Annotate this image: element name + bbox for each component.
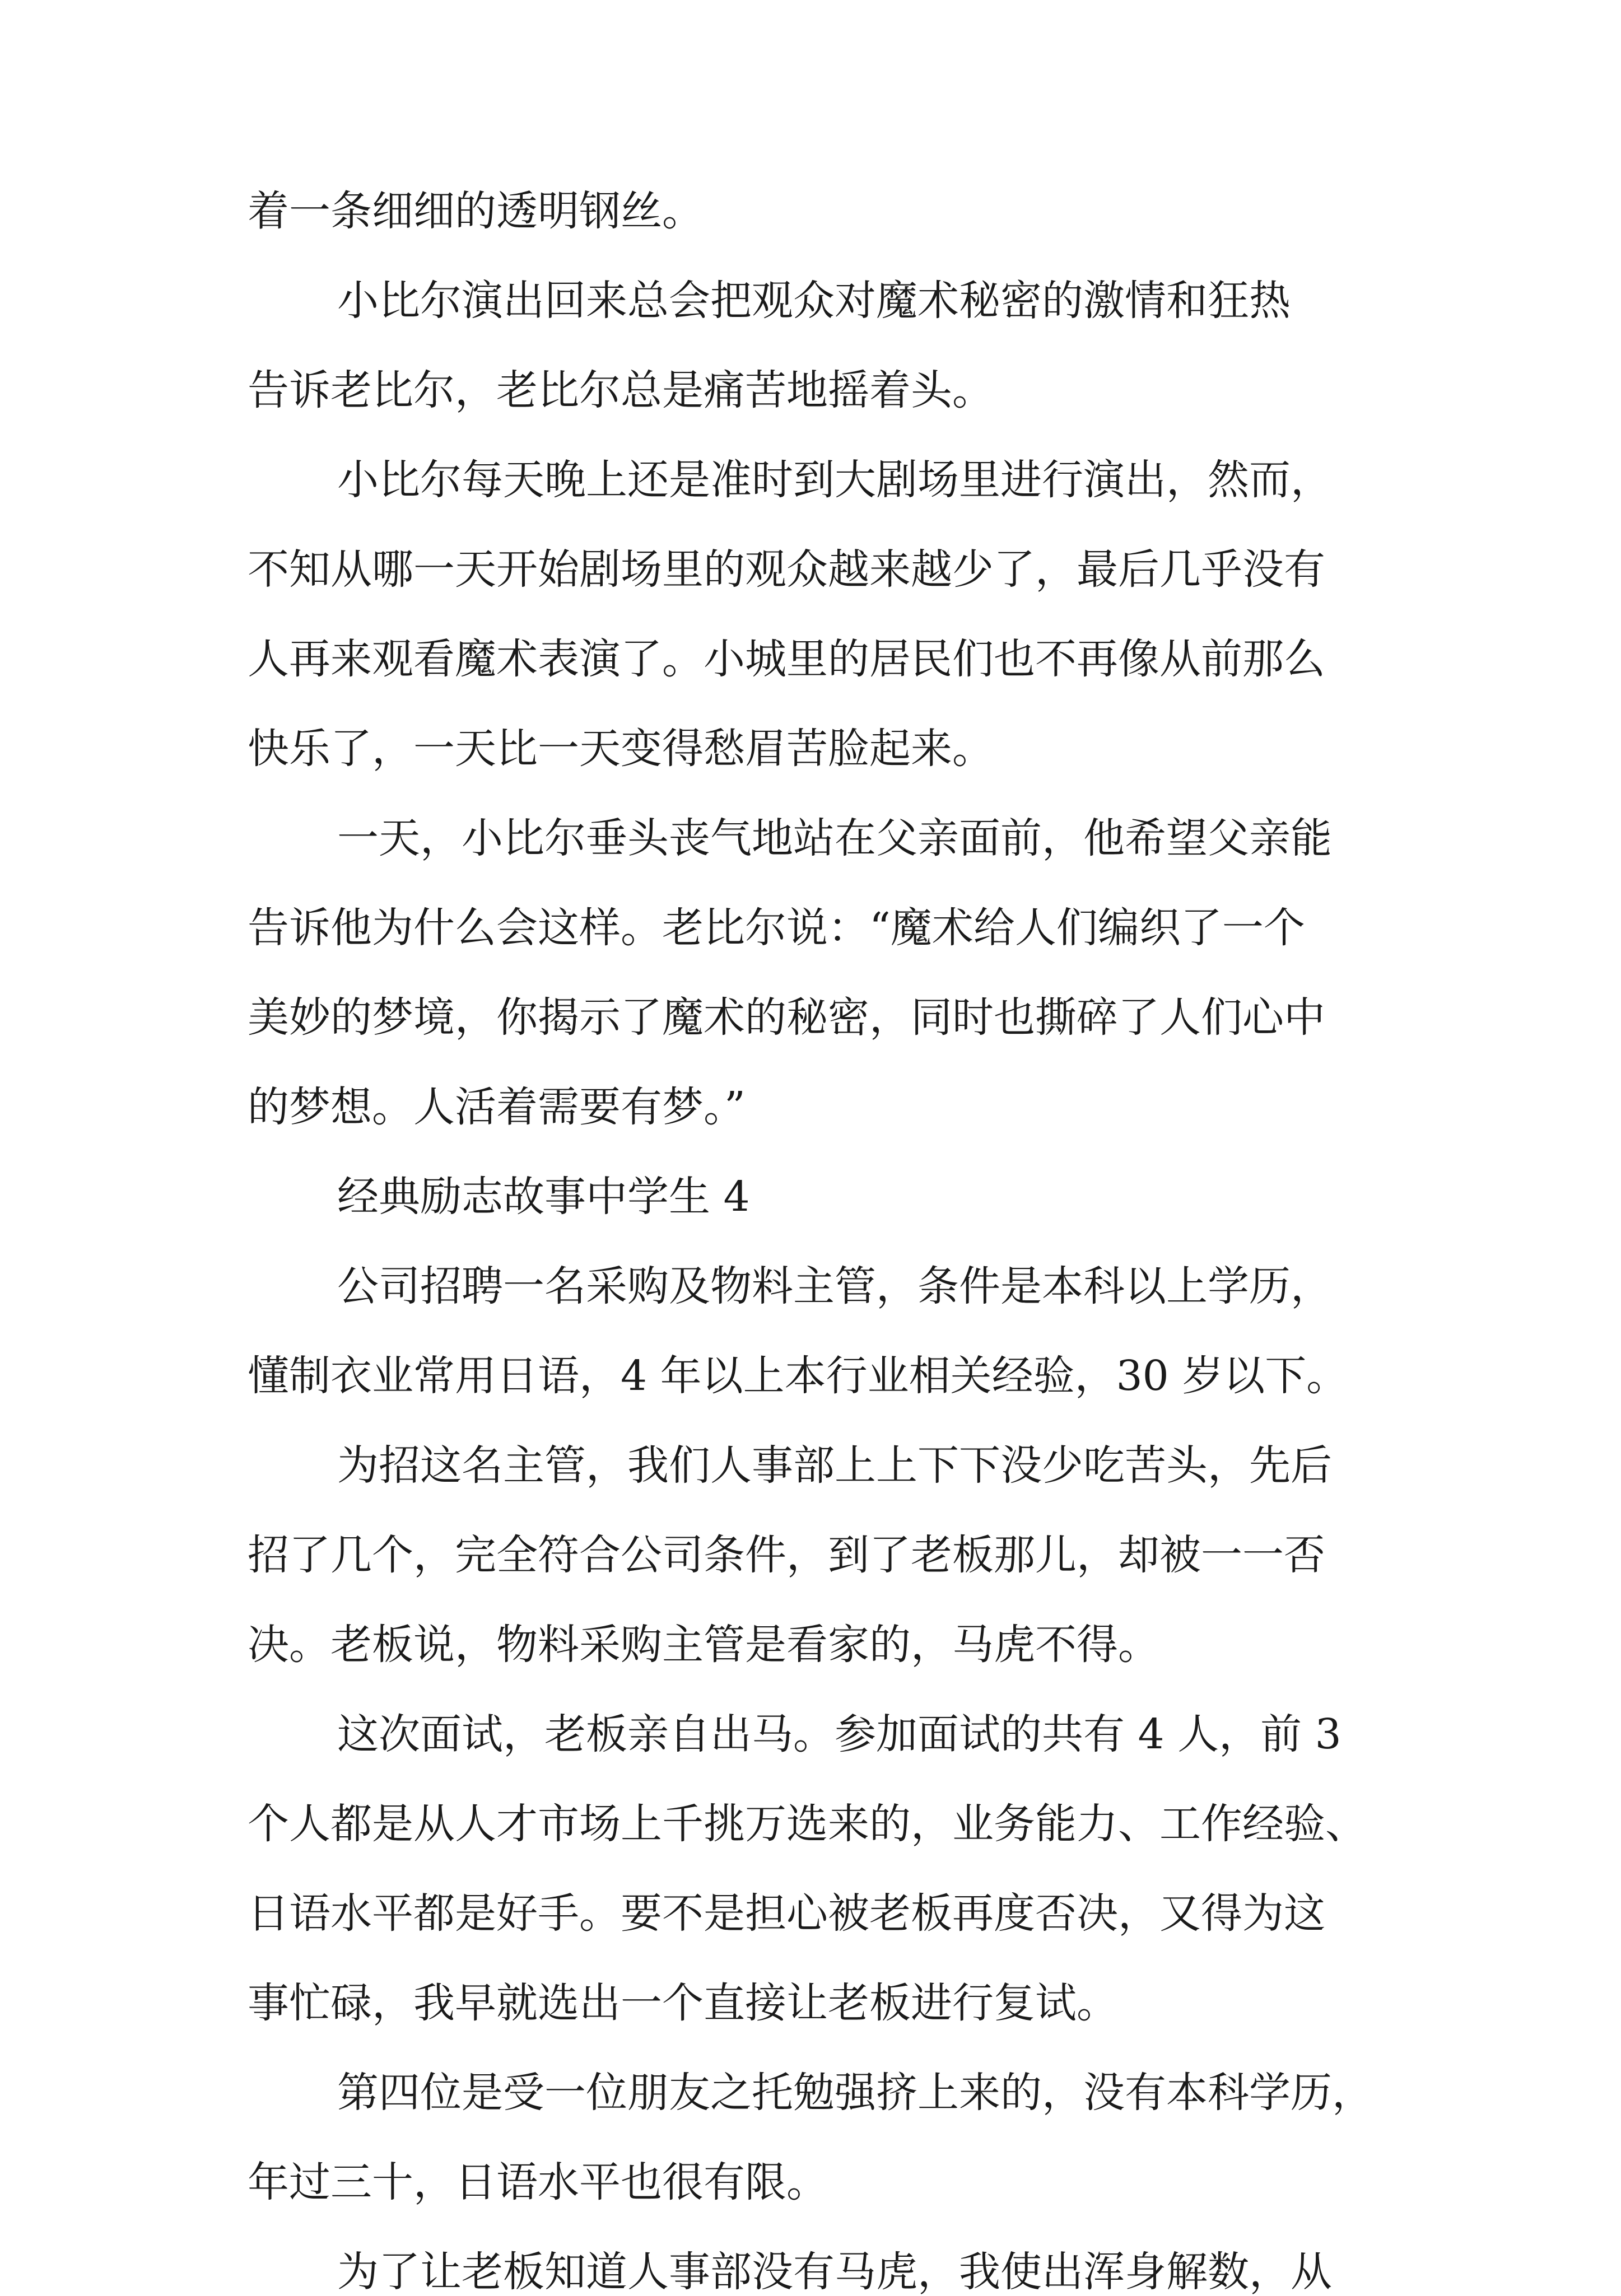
- text-line: 个人都是从人才市场上千挑万选来的，业务能力、工作经验、: [248, 1800, 1367, 1848]
- paragraph-start: 一天，小比尔垂头丧气地站在父亲面前，他希望父亲能: [337, 814, 1332, 862]
- paragraph-start: 为招这名主管，我们人事部上上下下没少吃苦头，先后: [337, 1441, 1332, 1490]
- text-line: 的梦想。人活着需要有梦。”: [248, 1083, 746, 1131]
- text-line: 懂制衣业常用日语，4 年以上本行业相关经验，30 岁以下。: [248, 1352, 1348, 1400]
- text-line: 告诉他为什么会这样。老比尔说：“魔术给人们编织了一个: [248, 904, 1305, 952]
- text-line: 决。老板说，物料采购主管是看家的，马虎不得。: [248, 1621, 1159, 1669]
- text-line: 事忙碌，我早就选出一个直接让老板进行复试。: [248, 1979, 1118, 2027]
- text-line: 着一条细细的透明钢丝。: [248, 187, 704, 235]
- text-line: 招了几个，完全符合公司条件，到了老板那儿，却被一一否: [248, 1531, 1325, 1579]
- paragraph-start: 小比尔演出回来总会把观众对魔术秘密的激情和狂热: [337, 277, 1291, 325]
- paragraph-start: 为了让老板知道人事部没有马虎，我使出浑身解数，从: [337, 2248, 1332, 2296]
- paragraph-start: 第四位是受一位朋友之托勉强挤上来的，没有本科学历，: [337, 2069, 1373, 2117]
- paragraph-start: 小比尔每天晚上还是准时到大剧场里进行演出，然而，: [337, 456, 1332, 504]
- section-heading: 经典励志故事中学生 4: [337, 1173, 750, 1221]
- paragraph-start: 公司招聘一名采购及物料主管，条件是本科以上学历，: [337, 1262, 1332, 1310]
- paragraph-start: 这次面试，老板亲自出马。参加面试的共有 4 人，前 3: [337, 1710, 1341, 1758]
- text-line: 告诉老比尔，老比尔总是痛苦地摇着头。: [248, 366, 994, 414]
- text-line: 年过三十，日语水平也很有限。: [248, 2158, 828, 2206]
- text-line: 快乐了，一天比一天变得愁眉苦脸起来。: [248, 725, 994, 773]
- text-line: 不知从哪一天开始剧场里的观众越来越少了，最后几乎没有: [248, 545, 1325, 594]
- text-line: 人再来观看魔术表演了。小城里的居民们也不再像从前那么: [248, 635, 1325, 683]
- text-line: 美妙的梦境，你揭示了魔术的秘密，同时也撕碎了人们心中: [248, 993, 1325, 1042]
- text-line: 日语水平都是好手。要不是担心被老板再度否决，又得为这: [248, 1889, 1325, 1938]
